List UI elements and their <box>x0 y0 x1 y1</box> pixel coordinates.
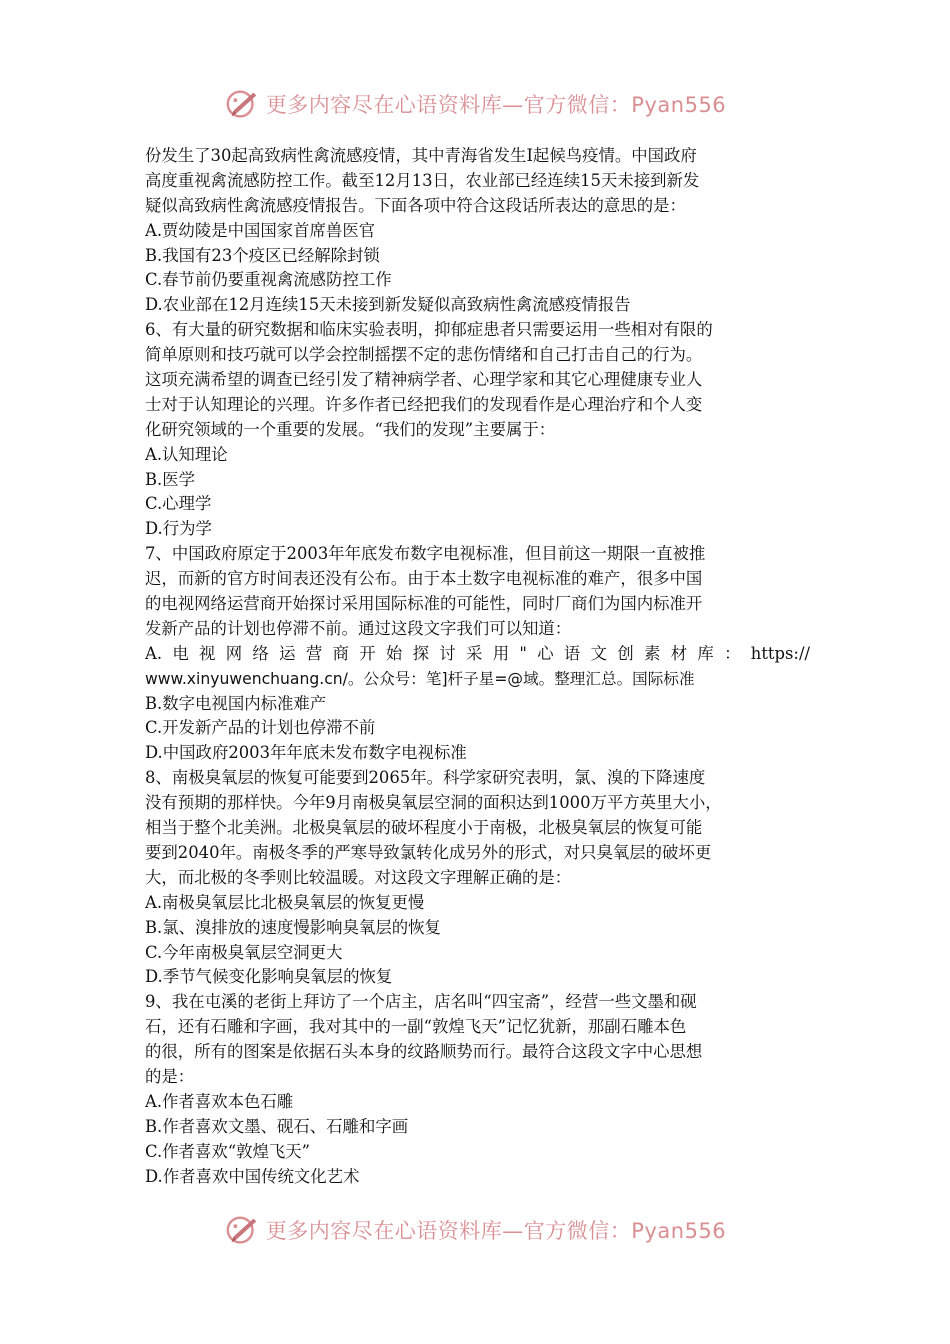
option-line: A.南极臭氧层比北极臭氧层的恢复更慢 <box>145 892 425 912</box>
pen-logo-icon <box>224 85 262 123</box>
text-line: 的电视网络运营商开始探讨采用国际标准的可能性，同时厂商们为国内标准开 <box>145 594 703 614</box>
text-line: 的很，所有的图案是依据石头本身的纹路顺势而行。最符合这段文字中心思想 <box>145 1042 703 1062</box>
option-line-continued: www.xinyuwenchuang.cn/。公众号：笔]杆子星=@域。整理汇总。国际标准 <box>145 669 695 688</box>
option-line: A.电视网络运营商开始探讨采用"心语文创素材库：https:// <box>145 643 810 663</box>
footer-banner <box>0 1210 950 1250</box>
document-body <box>145 144 810 1189</box>
text-line: 份发生了30起高致病性禽流感疫情，其中青海省发生I起候鸟疫情。中国政府 <box>145 146 697 165</box>
text-line: 大，而北极的冬季则比较温暖。对这段文字理解正确的是： <box>145 867 572 887</box>
header-banner <box>0 84 950 124</box>
text-line: 的是： <box>145 1066 195 1086</box>
option-line: C.心理学 <box>145 494 212 514</box>
text-line: 士对于认知理论的兴理。许多作者已经把我们的发现看作是心理治疗和个人变 <box>145 394 703 414</box>
option-line: C.作者喜欢“敦煌飞天” <box>145 1141 311 1161</box>
option-line: D.季节气候变化影响臭氧层的恢复 <box>145 967 393 987</box>
banner-text: 更多内容尽在心语资料库—官方微信：Pyan556 <box>265 93 727 117</box>
text-line: 要到2040年。南极冬季的严寒导致氯转化成另外的形式，对只臭氧层的破坏更 <box>145 842 712 862</box>
question-line: 8、南极臭氧层的恢复可能要到2065年。科学家研究表明，氯、溴的下降速度 <box>145 768 706 788</box>
text-line: 化研究领域的一个重要的发展。“我们的发现”主要属于： <box>145 419 556 439</box>
text-line: 发新产品的计划也停滞不前。通过这段文字我们可以知道： <box>145 618 572 638</box>
banner-text: 更多内容尽在心语资料库—官方微信：Pyan556 <box>265 1219 727 1243</box>
option-line: B.数字电视国内标准难产 <box>145 693 327 713</box>
option-line: B.氯、溴排放的速度慢影响臭氧层的恢复 <box>145 917 441 937</box>
question-line: 9、我在屯溪的老街上拜访了一个店主，店名叫“四宝斋”，经营一些文墨和砚 <box>145 992 697 1012</box>
question-line: 6、有大量的研究数据和临床实验表明，抑郁症患者只需要运用一些相对有限的 <box>145 320 713 340</box>
option-line: D.中国政府2003年年底未发布数字电视标准 <box>145 743 467 763</box>
question-line: 7、中国政府原定于2003年年底发布数字电视标准，但目前这一期限一直被推 <box>145 544 706 564</box>
option-line: A.作者喜欢本色石雕 <box>145 1091 294 1111</box>
option-line: D.农业部在12月连续15天未接到新发疑似高致病性禽流感疫情报告 <box>145 295 631 315</box>
option-line: C.今年南极臭氧层空洞更大 <box>145 942 343 962</box>
option-line: C.开发新产品的计划也停滞不前 <box>145 718 376 738</box>
text-line: 疑似高致病性禽流感疫情报告。下面各项中符合这段话所表达的意思的是： <box>145 195 686 215</box>
option-line: A.贾幼陵是中国国家首席兽医官 <box>145 220 376 240</box>
text-line: 简单原则和技巧就可以学会控制摇摆不定的悲伤情绪和自己打击自己的行为。 <box>145 345 703 365</box>
option-line: D.作者喜欢中国传统文化艺术 <box>145 1166 360 1186</box>
pen-logo-icon <box>224 1211 262 1249</box>
option-line: C.春节前仍要重视禽流感防控工作 <box>145 270 392 290</box>
text-line: 高度重视禽流感防控工作。截至12月13日，农业部已经连续15天未接到新发 <box>145 170 700 190</box>
text-line: 迟，而新的官方时间表还没有公布。由于本土数字电视标准的难产，很多中国 <box>145 569 703 589</box>
text-line: 没有预期的那样快。今年9月南极臭氧层空洞的面积达到1000万平方英里大小， <box>145 793 722 813</box>
option-line: B.作者喜欢文墨、砚石、石雕和字画 <box>145 1116 409 1136</box>
option-line: B.医学 <box>145 469 196 489</box>
option-line: D.行为学 <box>145 519 212 539</box>
text-line: 石，还有石雕和字画，我对其中的一副“敦煌飞天”记忆犹新，那副石雕本色 <box>145 1017 687 1037</box>
option-line: A.认知理论 <box>145 444 228 464</box>
text-line: 相当于整个北美洲。北极臭氧层的破坏程度小于南极，北极臭氧层的恢复可能 <box>145 818 703 838</box>
text-line: 这项充满希望的调查已经引发了精神病学者、心理学家和其它心理健康专业人 <box>145 370 703 390</box>
option-line: B.我国有23个疫区已经解除封锁 <box>145 245 380 265</box>
